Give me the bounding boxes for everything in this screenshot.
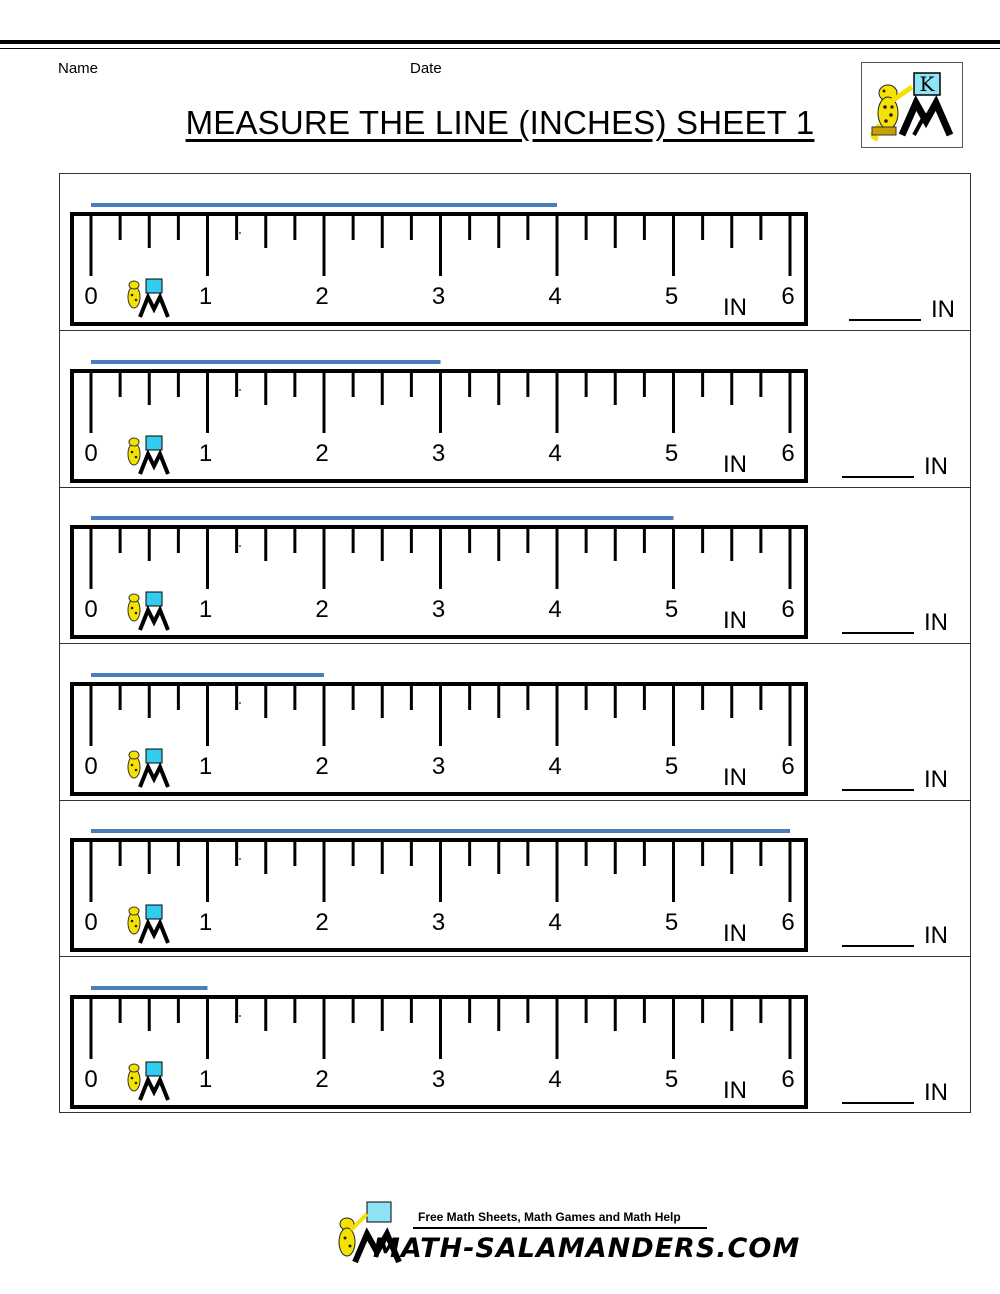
answer-blank[interactable] bbox=[842, 476, 914, 478]
ruler-dot bbox=[239, 702, 241, 704]
ruler-number-label: 2 bbox=[315, 440, 329, 467]
ruler-number-label: 6 bbox=[781, 596, 795, 623]
ruler-number-label: 3 bbox=[431, 283, 446, 310]
ruler-number-label: 3 bbox=[431, 596, 446, 623]
exercise-row bbox=[60, 957, 970, 1114]
ruler bbox=[60, 331, 840, 488]
name-label: Name bbox=[58, 60, 99, 77]
answer-blank[interactable] bbox=[842, 1102, 914, 1104]
ruler-number-label: 4 bbox=[548, 909, 562, 936]
ruler-number-label: 0 bbox=[84, 1066, 98, 1093]
ruler-number-label: 1 bbox=[198, 283, 213, 310]
answer-unit-label: IN bbox=[931, 296, 955, 323]
top-rule bbox=[0, 40, 1000, 44]
ruler-number-label: 1 bbox=[198, 909, 213, 936]
ruler-number-label: 5 bbox=[664, 1066, 679, 1093]
ruler-number-label: 4 bbox=[548, 753, 562, 780]
ruler-dot bbox=[239, 858, 241, 860]
ruler-number-label: 2 bbox=[315, 909, 329, 936]
answer-field[interactable] bbox=[842, 1079, 948, 1107]
ruler-dot bbox=[239, 232, 241, 234]
page-title: MEASURE THE LINE (INCHES) SHEET 1 bbox=[185, 104, 815, 141]
ruler-unit-label: IN bbox=[723, 451, 747, 478]
ruler-number-label: 2 bbox=[315, 596, 329, 623]
top-rule-thin bbox=[0, 48, 1000, 49]
ruler-number-label: 1 bbox=[198, 753, 213, 780]
exercise-row bbox=[60, 644, 970, 801]
exercise-row bbox=[60, 800, 970, 957]
ruler-number-label: 3 bbox=[431, 440, 446, 467]
answer-unit-label: IN bbox=[924, 453, 948, 480]
ruler-number-label: 5 bbox=[664, 283, 679, 310]
answer-blank[interactable] bbox=[842, 789, 914, 791]
ruler-number-label: 6 bbox=[781, 1066, 795, 1093]
ruler-unit-label: IN bbox=[723, 1077, 747, 1104]
date-label: Date bbox=[410, 60, 442, 77]
ruler-number-label: 5 bbox=[664, 753, 679, 780]
answer-unit-label: IN bbox=[924, 609, 948, 636]
ruler-number-label: 0 bbox=[84, 753, 98, 780]
answer-blank[interactable] bbox=[842, 632, 914, 634]
ruler-number-label: 4 bbox=[548, 440, 562, 467]
ruler bbox=[60, 487, 840, 644]
ruler-number-label: 0 bbox=[84, 283, 98, 310]
answer-field[interactable] bbox=[849, 296, 955, 324]
ruler-number-label: 5 bbox=[664, 440, 679, 467]
ruler-dot bbox=[239, 545, 241, 547]
ruler-number-label: 0 bbox=[84, 909, 98, 936]
ruler-number-label: 1 bbox=[198, 440, 213, 467]
ruler-number-label: 2 bbox=[315, 753, 329, 780]
answer-blank[interactable] bbox=[842, 945, 914, 947]
ruler-dot bbox=[239, 389, 241, 391]
exercise-row bbox=[60, 487, 970, 644]
answer-field[interactable] bbox=[842, 609, 948, 637]
exercise-row bbox=[60, 174, 970, 331]
ruler-unit-label: IN bbox=[723, 294, 747, 321]
footer-tagline: Free Math Sheets, Math Games and Math Help bbox=[418, 1210, 681, 1224]
ruler-number-label: 5 bbox=[664, 596, 679, 623]
answer-field[interactable] bbox=[842, 453, 948, 481]
answer-blank[interactable] bbox=[849, 319, 921, 321]
exercise-row bbox=[60, 331, 970, 488]
ruler-dot bbox=[239, 1015, 241, 1017]
ruler bbox=[60, 957, 840, 1114]
ruler-unit-label: IN bbox=[723, 920, 747, 947]
ruler-unit-label: IN bbox=[723, 764, 747, 791]
ruler-number-label: 3 bbox=[431, 1066, 446, 1093]
ruler-number-label: 1 bbox=[198, 596, 213, 623]
ruler bbox=[60, 800, 840, 957]
logo-letter: K bbox=[919, 72, 935, 96]
ruler-number-label: 6 bbox=[781, 909, 795, 936]
ruler-number-label: 4 bbox=[548, 283, 562, 310]
ruler-number-label: 3 bbox=[431, 909, 446, 936]
ruler-number-label: 2 bbox=[315, 1066, 329, 1093]
answer-unit-label: IN bbox=[924, 922, 948, 949]
ruler-number-label: 0 bbox=[84, 596, 98, 623]
answer-field[interactable] bbox=[842, 922, 948, 950]
ruler bbox=[60, 644, 840, 801]
ruler-number-label: 4 bbox=[548, 1066, 562, 1093]
answer-unit-label: IN bbox=[924, 766, 948, 793]
ruler-number-label: 6 bbox=[781, 283, 795, 310]
salamander-logo bbox=[861, 62, 963, 148]
exercise-grid bbox=[59, 173, 971, 1113]
ruler-number-label: 5 bbox=[664, 909, 679, 936]
ruler-number-label: 6 bbox=[781, 440, 795, 467]
ruler-number-label: 4 bbox=[548, 596, 562, 623]
ruler-number-label: 0 bbox=[84, 440, 98, 467]
ruler-number-label: 2 bbox=[315, 283, 329, 310]
ruler-number-label: 3 bbox=[431, 753, 446, 780]
answer-unit-label: IN bbox=[924, 1079, 948, 1106]
ruler-unit-label: IN bbox=[723, 607, 747, 634]
ruler-number-label: 1 bbox=[198, 1066, 213, 1093]
ruler-number-label: 6 bbox=[781, 753, 795, 780]
footer-site-link[interactable]: MATH-SALAMANDERS.COM bbox=[373, 1233, 801, 1264]
answer-field[interactable] bbox=[842, 766, 948, 794]
ruler bbox=[60, 174, 840, 331]
